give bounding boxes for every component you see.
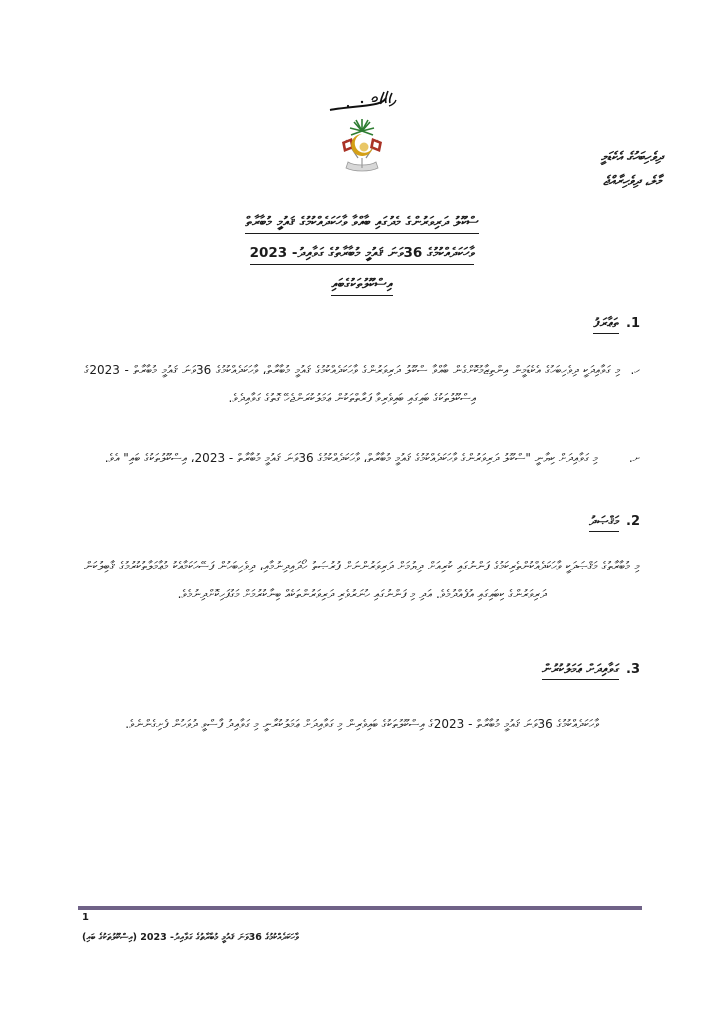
item-marker-haa: ހ. (630, 363, 640, 377)
section-2-heading (589, 514, 640, 532)
document-title (82, 214, 642, 307)
section-3-title: ގަވާއިދަށް ޢަމަލުކުރުން (542, 662, 619, 680)
section-1-item-sh (84, 444, 640, 472)
page-number: 1 (82, 912, 89, 923)
section-2-number: 2. (626, 514, 640, 529)
item-marker-shaviyani: ށ. (628, 451, 640, 465)
section-2-paragraph: މި މުބާރާތުގެ މަޤްޞަދަކީ ވާހަކަދެއްކުންތެރިކަމުގެ ފަންނުގައި ކުރިއަށް ދިޔުމަށް ދަރިވަރުންނަށް ފުރުޞަތު ހޯދައިދިނުމާއި، ދިވެހިބަހުން ފަސޭހަކަމާއެކު މުޢާމަލާތުކުރުމުގެ ޤާބިލުކަން ދަރިވަރުންގެ ކިބައިގައި އުފެއްދުމެވެ. އަދި މި ފަންނުގައި ހުނަރުވެރި ދަރިވަރުންތަކެއް ބިނާކުރުމަށް މަގުފަހިކޮށްދިނުމެވެ. (84, 559, 640, 601)
footer-citation: ވާހަކަދެއްކުމުގެ 36ވަނަ ޤައުމީ މުބާރާތުގެ ގަވާއިދު- 2023 (އިސްކޫލުތަކުގެ ބައި) (82, 932, 299, 943)
section-1-item-h (84, 356, 640, 412)
letterhead-org-location: މާލެ، ދިވެހިރާއްޖެ (602, 174, 662, 189)
section-3-number: 3. (626, 662, 640, 677)
section-3-heading (542, 662, 640, 680)
title-line-1: ސްކޫލު ދަރިވަރުންގެ މެދުގައި ބާއްވާ ވާހަކަދެއްކުމުގެ ޤައުމީ މުބާރާތް (82, 214, 642, 234)
footer-divider-rule (78, 906, 642, 910)
maldives-national-emblem-icon (334, 118, 390, 176)
title-line-2: ވާހަކަދެއްކުމުގެ 36ވަނަ ޤައުމީ މުބާރާތުގެ ގަވާއިދު- 2023 (82, 245, 642, 265)
section-1-heading (593, 316, 640, 334)
section-1-number: 1. (626, 316, 640, 331)
item-text-haa: މި ގަވާއިދަކީ ދިވެހިބަހުގެ އެކެޑަމީން އިންތިޒާމުކޮށްގެން ބާއްވާ ސްކޫލު ދަރިވަރުންގެ ވާހަކަދެއްކުމުގެ ޤައުމީ މުބާރާތް، ވާހަކަދެއްކުމުގެ 36ވަނަ ޤައުމީ މުބާރާތް - 2023ގެ އިސްކޫލުތަކުގެ ބައިގައި ބައިވެރިވާ ފަރާތްތަކުން ޢަމަލުކުރަންޖެހޭ ގޮތުގެ ގަވާއިދެވެ. (84, 363, 621, 405)
bismillah-calligraphy-icon (326, 88, 398, 118)
letterhead (400, 146, 663, 194)
section-2-title: މަޤްޞަދު (589, 514, 619, 532)
section-3-paragraph: ވާހަކަދެއްކުމުގެ 36ވަނަ ޤައުމީ މުބާރާތް - 2023ގެ އިސްކޫލުތަކުގެ ބައިވެރިން މި ގަވާއިދަށް ޢަމަލުކުރާނީ މި ގަވާއިދު ފާސްވީ ދުވަހުން ފެށިގެންނެވެ. (125, 717, 599, 731)
title-line-3: އިސްކޫލުތަކުގެބައި (82, 276, 642, 296)
item-text-shaviyani: މި ގަވާއިދަށް ކިޔާނީ "ސްކޫލު ދަރިވަރުންގެ ވާހަކަދެއްކުމުގެ ޤައުމީ މުބާރާތް، ވާހަކަދެއްކުމުގެ 36ވަނަ ޤައުމީ މުބާރާތް - 2023، އިސްކޫލުތަކުގެ ބައި" އެވެ. (104, 451, 599, 465)
section-1-title: ތަޢާރަފު (593, 316, 619, 334)
letterhead-org-name: ދިވެހިބަހުގެ އެކެޑަމީ (600, 150, 664, 165)
